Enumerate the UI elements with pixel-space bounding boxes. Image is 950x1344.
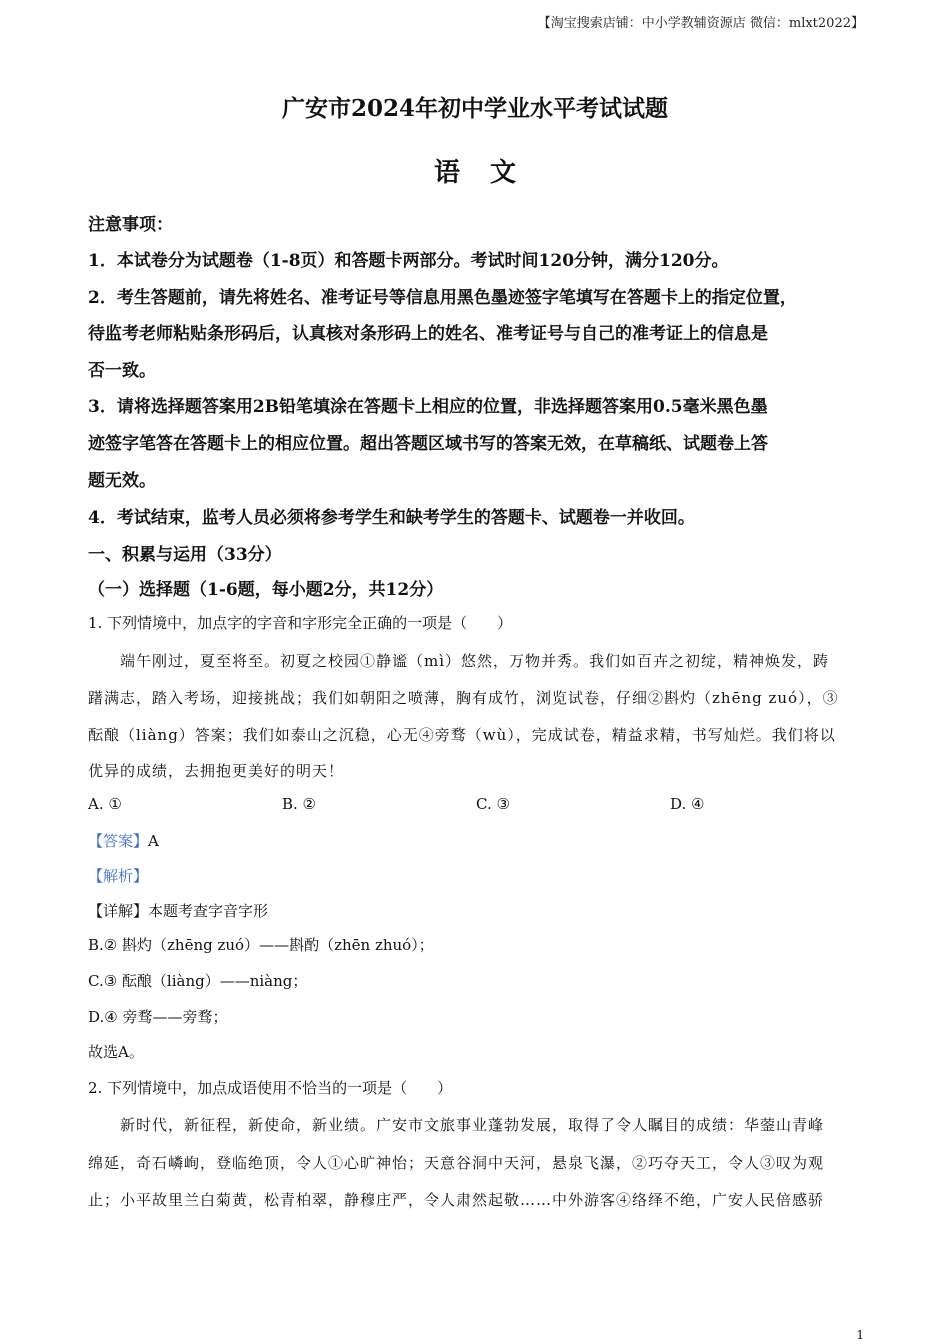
passage-line: 绵延，奇石嶙峋，登临绝顶，令人①心旷神怡；天意谷洞中天河，悬泉飞瀑，②巧夺天工，令人③叹为观 (88, 1154, 825, 1172)
notice-line: 2．考生答题前，请先将姓名、准考证号等信息用黑色墨迹签字笔填写在答题卡上的指定位置， (88, 288, 797, 308)
passage-line: 端午刚过，夏至将至。初夏之校园①静谧（mì）悠然，万物并秀。我们如百卉之初绽，精神焕发，踌 (120, 652, 830, 670)
option-c: C. ③ (476, 795, 510, 813)
notice-line: 3．请将选择题答案用2B铅笔填涂在答题卡上相应的位置，非选择题答案用0.5毫米黑色墨 (88, 397, 768, 417)
passage-line: 酝酿（liàng）答案；我们如泰山之沉稳，心无④旁骛（wù），完成试卷，精益求精，书写灿烂。我们将以 (88, 726, 836, 744)
answer-line (88, 830, 159, 851)
subject-title: 语文 (433, 158, 546, 188)
notice-line: 待监考老师粘贴条形码后，认真核对条形码上的姓名、准考证号与自己的准考证上的信息是 (88, 324, 768, 344)
notice-line: 否一致。 (88, 361, 156, 381)
question-stem: 1. 下列情境中，加点字的字音和字形完全正确的一项是（ ） (88, 614, 513, 632)
answer-value: A (148, 832, 159, 850)
detail-line: C.③ 酝酿（liàng）——niàng； (88, 972, 308, 990)
notice-line: 1．本试卷分为试题卷（1-8页）和答题卡两部分。考试时间120分钟，满分120分。 (88, 251, 729, 271)
analysis-label: 【解析】 (88, 867, 149, 885)
question-stem: 2. 下列情境中，加点成语使用不恰当的一项是（ ） (88, 1079, 453, 1097)
exam-title: 广安市2024年初中学业水平考试试题 (281, 95, 668, 122)
page-number: 1 (856, 1328, 864, 1342)
option-d: D. ④ (670, 795, 705, 813)
detail-line: D.④ 旁骛——旁骛； (88, 1008, 228, 1026)
detail-line: 【详解】本题考查字音字形 (88, 902, 269, 920)
option-b: B. ② (282, 795, 317, 813)
page-header-note: 【淘宝搜索店铺：中小学教辅资源店 微信：mlxt2022】 (537, 16, 864, 31)
option-a: A. ① (88, 795, 122, 813)
detail-line: B.② 斟灼（zhēng zuó）——斟酌（zhēn zhuó）； (88, 936, 434, 954)
answer-label: 【答案】 (88, 832, 149, 850)
passage-line: 止；小平故里兰白菊黄，松青柏翠，静穆庄严，令人肃然起敬……中外游客④络绎不绝，广安人民倍感骄 (88, 1191, 825, 1209)
passage-line: 躇满志，踏入考场，迎接挑战；我们如朝阳之喷薄，胸有成竹，浏览试卷，仔细②斟灼（zhēng zuó），③ (88, 689, 839, 707)
notice-heading: 注意事项： (88, 215, 173, 235)
section-heading: 一、积累与运用（33分） (88, 545, 282, 565)
notice-line: 迹签字笔答在答题卡上的相应位置。超出答题区域书写的答案无效，在草稿纸、试题卷上答 (88, 434, 768, 454)
subsection-heading: （一）选择题（1-6题，每小题2分，共12分） (88, 580, 444, 600)
passage-line: 新时代，新征程，新使命，新业绩。广安市文旅事业蓬勃发展，取得了令人瞩目的成绩：华蓥山青峰 (120, 1116, 825, 1134)
detail-line: 故选A。 (88, 1043, 144, 1061)
notice-line: 4．考试结束，监考人员必须将参考学生和缺考学生的答题卡、试题卷一并收回。 (88, 508, 695, 528)
passage-line: 优异的成绩，去拥抱更美好的明天！ (88, 762, 345, 780)
notice-line: 题无效。 (88, 471, 156, 491)
